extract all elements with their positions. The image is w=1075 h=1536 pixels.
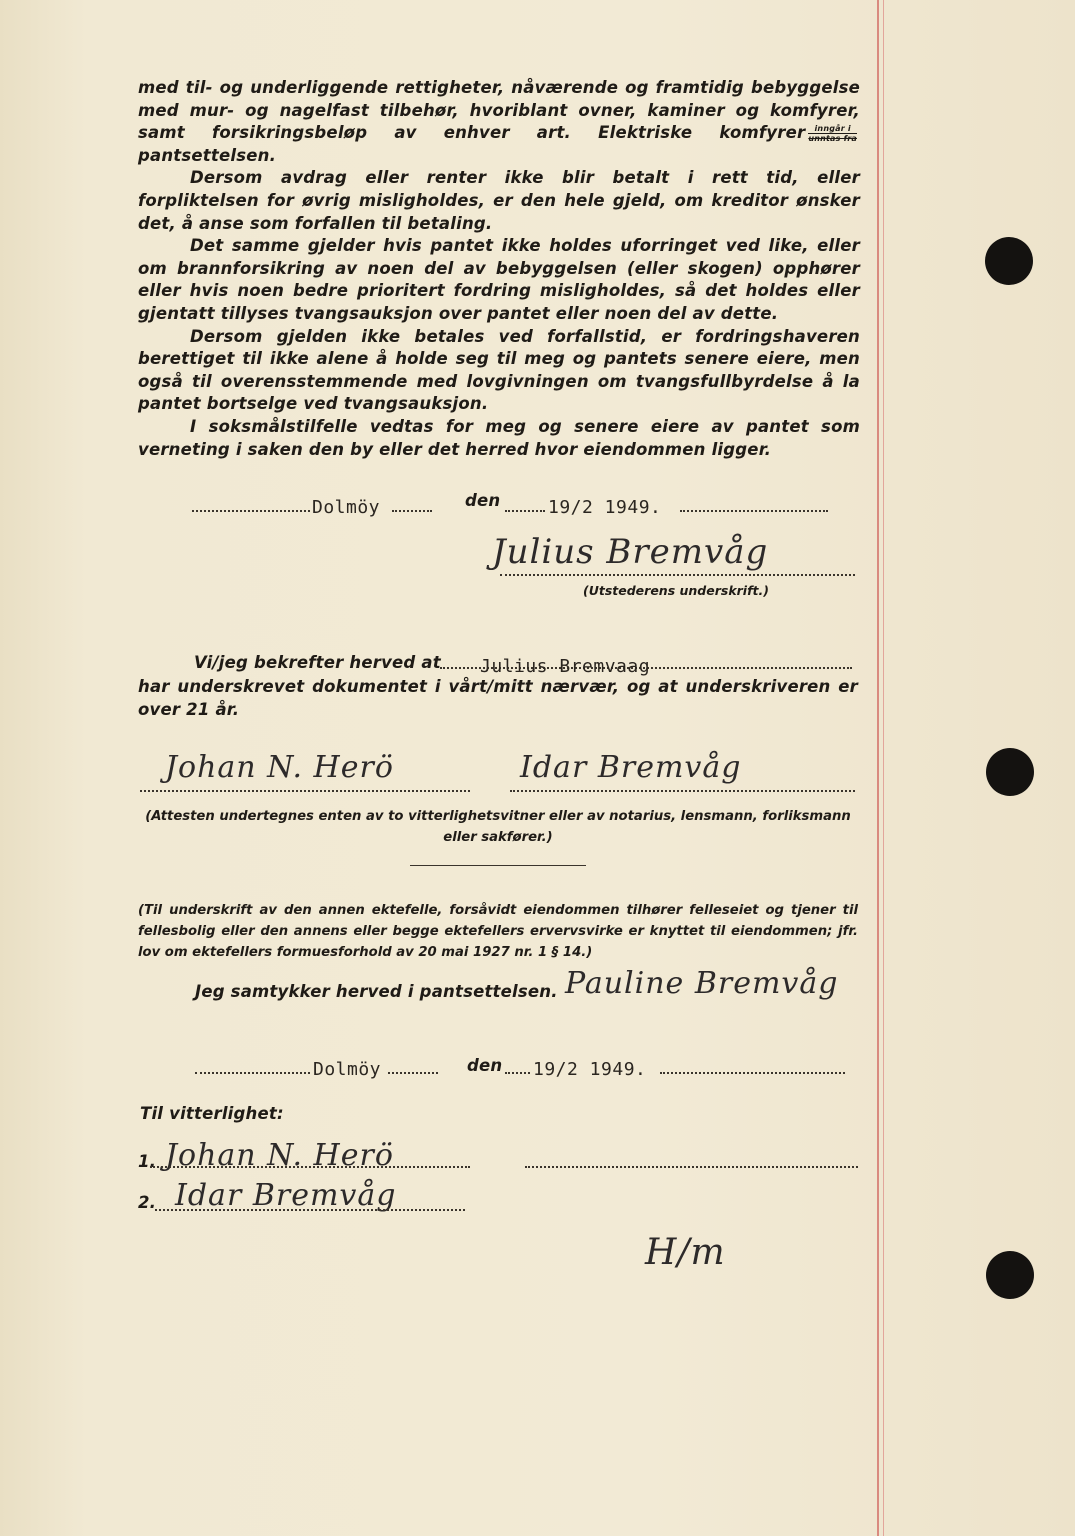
- dotted-line: [660, 1072, 845, 1074]
- witness-line-signature-1: Johan N. Herö: [165, 1138, 394, 1173]
- date-field-2: 19/2 1949.: [533, 1059, 647, 1080]
- den-label-2: den: [467, 1056, 503, 1075]
- confirm-text: har underskrevet dokumentet i vårt/mitt nærvær, og at underskriveren er over 21 år.: [138, 677, 858, 719]
- dotted-line: [500, 574, 855, 576]
- komfyr-option: inngår i unntas fra: [808, 124, 857, 144]
- paragraph-venue-clause: I soksmålstilfelle vedtas for meg og senere eiere av pantet som verneting i saken den by eller det herred hvor eiendommen ligger.: [138, 416, 860, 459]
- spouse-note: (Til underskrift av den annen ektefelle, forsåvidt eiendommen tilhører felleseiet og tjener til fellesbolig eller den annens eller begge ektefellers ervervsvirke er knyttet til eiendommen; jfr. lov om ektefellers formuesforhold av 20 mai 1927 nr. 1 § 14.): [138, 903, 858, 960]
- punch-hole-icon: [985, 237, 1033, 285]
- dotted-line: [195, 1072, 310, 1074]
- red-margin-line-secondary: [883, 0, 884, 1536]
- dotted-line: [192, 510, 310, 512]
- divider: [410, 865, 586, 866]
- paragraph-collection-clause: Dersom gjelden ikke betales ved forfallstid, er fordringshaveren berettiget til ikke alene å holde seg til meg og pantets senere eiere, men også til overensstemmende med lovgivningen om tvangsfullbyrdelse å la pantet bortselge ved tvangsauksjon.: [138, 326, 860, 414]
- witness-heading: Til vitterlighet:: [140, 1104, 284, 1123]
- dotted-line: [510, 790, 855, 792]
- witness-number-1: 1.: [138, 1152, 157, 1171]
- paragraph-property-clause: med til- og underliggende rettigheter, nåværende og framtidig bebyggelse med mur- og nagelfast tilbehør, hvoriblant ovner, kaminer og komfyrer, samt forsikringsbeløp av enhver art. Elektriske komfyrer inngår i unntas fra pantsettelsen.: [138, 78, 860, 165]
- witness-signature-2: Idar Bremvåg: [520, 750, 742, 785]
- dotted-line: [680, 510, 828, 512]
- body-text: [138, 77, 860, 461]
- confirm-prefix: Vi/jeg bekrefter herved at: [194, 653, 441, 672]
- den-label: den: [465, 491, 501, 510]
- attest-note: (Attesten undertegnes enten av to vitterlighetsvitner eller av notarius, lensmann, forliksmann eller sakfører.): [145, 809, 851, 845]
- issuer-caption: (Utstederens underskrift.): [583, 583, 769, 598]
- dotted-line: [155, 1209, 465, 1211]
- confirm-name: Julius Bremvaag: [480, 656, 651, 677]
- clerk-initials: H/m: [645, 1232, 726, 1273]
- paragraph-default-clause: Dersom avdrag eller renter ikke blir betalt i rett tid, eller forpliktelsen for øvrig misligholdes, er den hele gjeld, om kreditor ønsker det, å anse som forfallen til betaling.: [138, 168, 860, 233]
- spouse-signature: Pauline Bremvåg: [565, 966, 839, 1001]
- dotted-line: [525, 1166, 858, 1168]
- dotted-line: [140, 790, 470, 792]
- place-field: Dolmöy: [312, 497, 381, 518]
- punch-hole-icon: [986, 1251, 1034, 1299]
- paragraph-maintenance-clause: Det samme gjelder hvis pantet ikke holdes uforringet ved like, eller om brannforsikring av noen del av bebyggelsen (eller skogen) opphører eller hvis noen bedre prioritert fordring misligholdes, så det holdes eller gjentatt tillyses tvangsauksjon over pantet eller noen del av dette.: [138, 236, 860, 323]
- red-margin-line: [877, 0, 879, 1536]
- consent-text: Jeg samtykker herved i pantsettelsen.: [195, 982, 558, 1001]
- witness-line-signature-2: Idar Bremvåg: [175, 1178, 397, 1213]
- place-field-2: Dolmöy: [313, 1059, 382, 1080]
- dotted-line: [505, 1072, 530, 1074]
- dotted-line: [392, 510, 432, 512]
- dotted-line: [388, 1072, 438, 1074]
- issuer-signature: Julius Bremvåg: [492, 532, 769, 572]
- punch-hole-icon: [986, 748, 1034, 796]
- dotted-line: [505, 510, 545, 512]
- dotted-line: [150, 1166, 470, 1168]
- witness-number-2: 2.: [138, 1193, 157, 1212]
- date-field: 19/2 1949.: [548, 497, 662, 518]
- witness-signature-1: Johan N. Herö: [165, 750, 394, 785]
